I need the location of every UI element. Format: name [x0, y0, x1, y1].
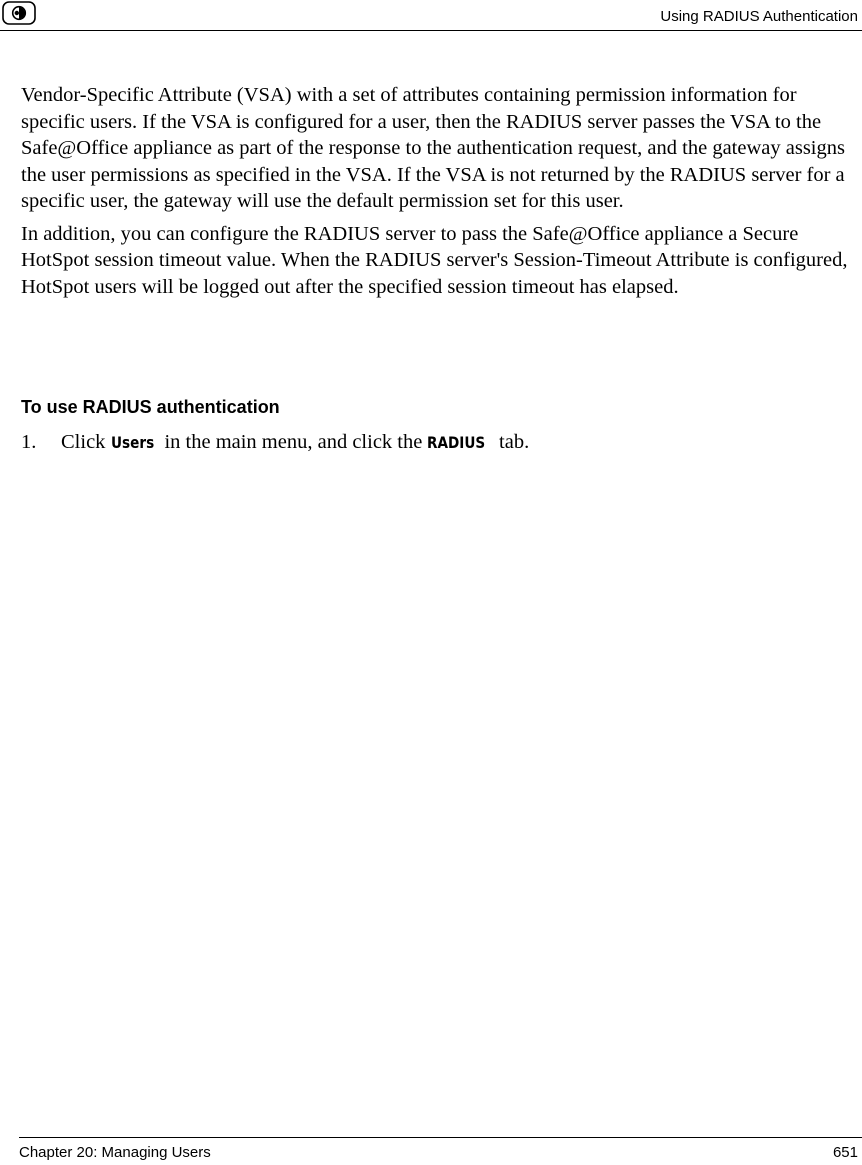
procedure-step — [21, 431, 529, 454]
header-divider — [0, 30, 862, 31]
step-text-after: tab. — [493, 431, 530, 453]
step-text-middle: in the main menu, and click the — [159, 431, 428, 453]
paragraph-vsa: Vendor-Specific Attribute (VSA) with a set of attributes containing permission information for specific users. If the VSA is configured for a user, then the RADIUS server passes the VSA to the Safe@Office appliance as part of the response to the authentication request, and the gateway assigns the user permissions as specified in the VSA. If the VSA is not returned by the RADIUS server for a specific user, the gateway will use the default permission set for this user. — [21, 84, 845, 212]
step-number: 1. — [21, 431, 37, 453]
procedure-heading: To use RADIUS authentication — [21, 397, 280, 417]
ui-term-users: Users — [110, 433, 154, 452]
header-title: Using RADIUS Authentication — [660, 8, 858, 25]
paragraph-session-timeout: In addition, you can configure the RADIUS server to pass the Safe@Office appliance a Secure HotSpot session timeout value. When the RADIUS server's Session-Timeout Attribute is configured, HotSpot users will be logged out after the specified session timeout has elapsed. — [21, 222, 848, 298]
body-text — [21, 82, 859, 300]
step-text-before: Click — [61, 431, 111, 453]
footer-chapter: Chapter 20: Managing Users — [19, 1144, 211, 1161]
sofaware-logo-icon — [2, 1, 36, 25]
page-header — [0, 0, 862, 31]
ui-term-radius: RADIUS — [427, 433, 486, 452]
page-number: 651 — [832, 1144, 858, 1161]
footer-divider — [19, 1137, 862, 1138]
